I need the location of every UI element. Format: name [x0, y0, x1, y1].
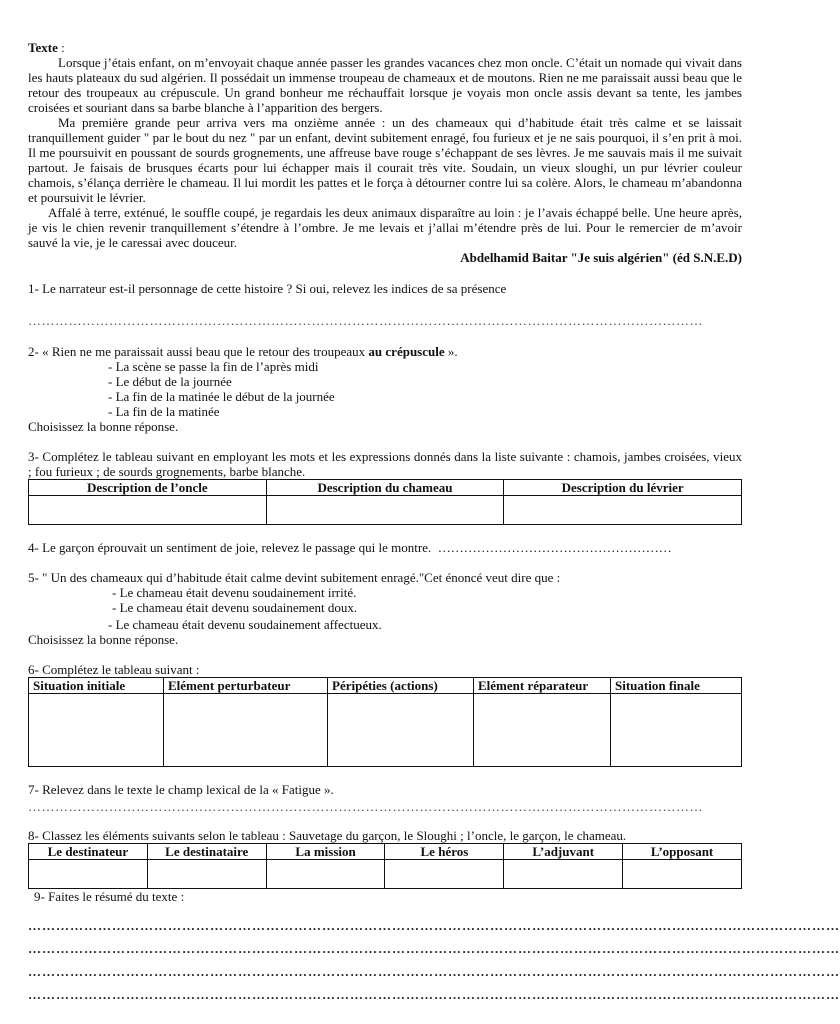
table-cell[interactable] — [328, 694, 474, 767]
table-header: Elément réparateur — [474, 678, 611, 694]
question-5-option[interactable]: - Le chameau était devenu soudainement affectueux. — [108, 617, 382, 632]
table-header: La mission — [266, 844, 385, 860]
table-cell[interactable] — [474, 694, 611, 767]
table-header: Elément perturbateur — [164, 678, 328, 694]
table-header: L’adjuvant — [504, 844, 623, 860]
summary-line[interactable]: ………………………………………………………………………………………………………………………………………………………… — [28, 918, 840, 933]
table-cell[interactable] — [504, 860, 623, 889]
text-source: Abdelhamid Baitar "Je suis algérien" (éd S.N.E.D) — [460, 250, 742, 265]
question-6: 6- Complétez le tableau suivant : — [28, 662, 200, 677]
question-2 — [28, 344, 742, 359]
text-label: Texte — [28, 40, 58, 55]
question-2-option[interactable]: - La fin de la matinée le début de la journée — [108, 389, 335, 404]
table-header: Description du lévrier — [504, 480, 742, 496]
question-2-option[interactable]: - La fin de la matinée — [108, 404, 220, 419]
question-2-option[interactable]: - Le début de la journée — [108, 374, 232, 389]
table-descriptions — [28, 479, 742, 525]
question-3: 3- Complétez le tableau suivant en employant les mots et les expressions donnés dans la liste suivante : chamois, jambes croisées, vieux ; fou furieux ; de sourds grognements, barbe blanche. — [28, 449, 742, 479]
text-label-colon: : — [57, 40, 65, 55]
question-2-prefix: 2- « Rien ne me paraissait aussi beau que le retour des troupeaux — [28, 344, 369, 359]
question-4 — [28, 540, 742, 555]
answer-line-7[interactable]: …………………………………………………………………………………………………………………………………… — [28, 799, 703, 814]
table-header: Description de l’oncle — [29, 480, 267, 496]
summary-line[interactable]: ………………………………………………………………………………………………………………………………………………………… — [28, 964, 840, 979]
table-header: Le héros — [385, 844, 504, 860]
table-header: Péripéties (actions) — [328, 678, 474, 694]
question-5-option[interactable]: - Le chameau était devenu soudainement irrité. — [112, 585, 357, 600]
table-header: Description du chameau — [266, 480, 504, 496]
table-header: L’opposant — [623, 844, 742, 860]
question-7: 7- Relevez dans le texte le champ lexical de la « Fatigue ». — [28, 782, 334, 797]
answer-line-1[interactable]: …………………………………………………………………………………………………………………………………… — [28, 313, 703, 328]
table-cell[interactable] — [266, 860, 385, 889]
table-cell[interactable] — [147, 860, 266, 889]
question-9: 9- Faites le résumé du texte : — [34, 889, 185, 904]
summary-line[interactable]: ………………………………………………………………………………………………………………………………………………………… — [28, 987, 840, 1002]
table-actantial-scheme — [28, 843, 742, 889]
question-5: 5- " Un des chameaux qui d’habitude était calme devint subitement enragé."Cet énoncé veut dire que : — [28, 570, 561, 585]
question-1: 1- Le narrateur est-il personnage de cette histoire ? Si oui, relevez les indices de sa présence — [28, 281, 507, 296]
worksheet — [28, 40, 840, 1003]
table-header: Situation finale — [611, 678, 742, 694]
table-cell[interactable] — [266, 496, 504, 525]
table-header: Le destinataire — [147, 844, 266, 860]
text-paragraph-3: Affalé à terre, exténué, le souffle coupé, je regardais les deux animaux disparaître au loin : je l’avais échappé belle. Une heure après, je vis le chien revenir tranquillement s’étendre à l’ombre. Je me levais et j’allai m’étendre près de lui. Pour le remercier de m’avoir sauvé la vie, je le caressai avec douceur. — [28, 205, 742, 250]
question-8: 8- Classez les éléments suivants selon le tableau : Sauvetage du garçon, le Sloughi ; l’oncle, le garçon, le chameau. — [28, 828, 627, 843]
summary-line[interactable]: ………………………………………………………………………………………………………………………………………………………… — [28, 941, 840, 956]
question-2-suffix: ». — [444, 344, 458, 359]
table-header: Situation initiale — [29, 678, 164, 694]
table-narrative-scheme — [28, 677, 742, 767]
table-cell[interactable] — [623, 860, 742, 889]
question-5-options — [28, 585, 742, 615]
text-paragraph-1: Lorsque j’étais enfant, on m’envoyait chaque année passer les grandes vacances chez mon oncle. C’était un nomade qui vivait dans les hauts plateaux du sud algérien. Il possédait un immense troupeau de chameaux et de moutons. Rien ne me paraissait aussi beau que le retour des troupeaux au crépuscule. Un grand bonheur me réchauffait lorsque je voyais mon oncle assis devant sa tente, les jambes croisées et souriant dans sa barbe blanche à l’apparition des bergers. — [28, 55, 742, 115]
table-cell[interactable] — [29, 496, 267, 525]
question-2-instruction: Choisissez la bonne réponse. — [28, 419, 179, 434]
question-2-bold: au crépuscule — [368, 344, 445, 359]
table-header: Le destinateur — [29, 844, 148, 860]
table-cell[interactable] — [611, 694, 742, 767]
question-2-options — [28, 359, 742, 419]
text-paragraph-2: Ma première grande peur arriva vers ma onzième année : un des chameaux qui d’habitude était très calme et se laissait tranquillement guider " par le bout du nez " par un enfant, devint subitement enragé, fou furieux et je ne sais pourquoi, il s’en prit à moi. Il me poursuivit en poussant de sourds grognements, une affreuse bave rouge s’échappant de ses lèvres. Je me sauvais mais il me suivait partout. Je faisais de brusques écarts pour lui échapper mais il courait très vite. Soudain, un vieux sloughi, un pur lévrier couleur chamois, s’élança derrière le chameau. Il lui mordit les pattes et le força à détourner contre lui sa colère. Alors, le chameau m’abandonna et poursuivit le lévrier. — [28, 115, 742, 205]
table-cell[interactable] — [504, 496, 742, 525]
answer-line-4[interactable]: ……………………………………………… — [437, 540, 672, 555]
question-5-option[interactable]: - Le chameau était devenu soudainement doux. — [112, 600, 358, 615]
question-2-option[interactable]: - La scène se passe la fin de l’après midi — [108, 359, 319, 374]
question-5-instruction: Choisissez la bonne réponse. — [28, 632, 179, 647]
table-cell[interactable] — [164, 694, 328, 767]
table-cell[interactable] — [29, 860, 148, 889]
table-cell[interactable] — [29, 694, 164, 767]
table-cell[interactable] — [385, 860, 504, 889]
text-intro — [28, 40, 742, 55]
question-4-text: 4- Le garçon éprouvait un sentiment de joie, relevez le passage qui le montre. — [28, 540, 432, 555]
